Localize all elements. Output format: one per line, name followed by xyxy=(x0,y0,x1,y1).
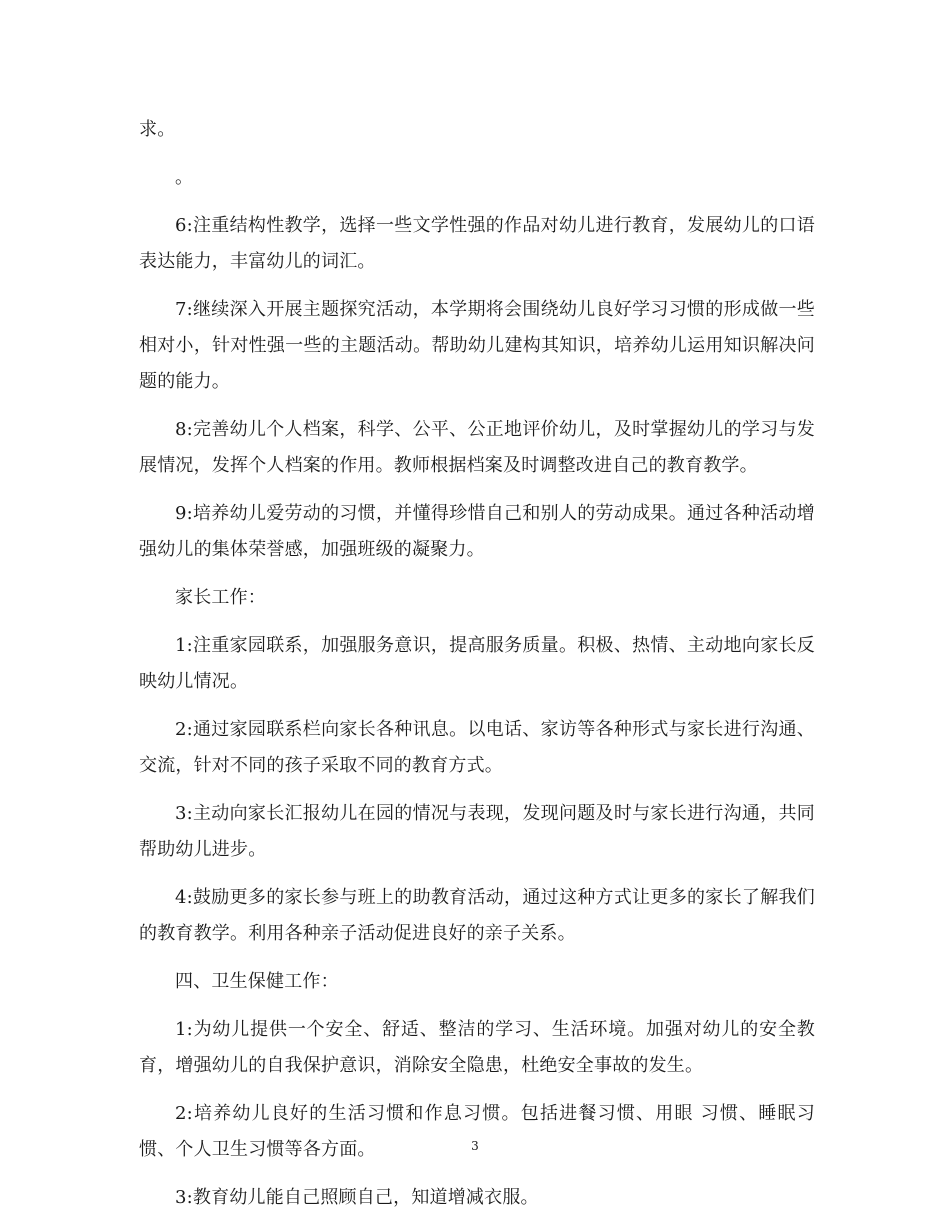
paragraph: 9:培养幼儿爱劳动的习惯，并懂得珍惜自己和别人的劳动成果。通过各种活动增强幼儿的集体荣誉感，加强班级的凝聚力。 xyxy=(139,503,815,560)
section-heading-parent-work: 家长工作： xyxy=(175,587,266,608)
paragraph: 7:继续深入开展主题探究活动，本学期将会围绕幼儿良好学习习惯的形成做一些相对小，针对性强一些的主题活动。帮助幼儿建构其知识，培养幼儿运用知识解决问题的能力。 xyxy=(139,299,815,392)
page-number: 3 xyxy=(471,1139,479,1153)
paragraph: 3:主动向家长汇报幼儿在园的情况与表现，发现问题及时与家长进行沟通，共同帮助幼儿进步。 xyxy=(139,803,815,860)
paragraph: 2:培养幼儿良好的生活习惯和作息习惯。包括进餐习惯、用眼 习惯、睡眠习惯、个人卫生习惯等各方面。 xyxy=(139,1103,815,1160)
paragraph: 3:教育幼儿能自己照顾自己，知道增减衣服。 xyxy=(175,1187,539,1208)
paragraph: 1:注重家园联系，加强服务意识，提高服务质量。积极、热情、主动地向家长反映幼儿情况。 xyxy=(139,635,815,692)
paragraph: 8:完善幼儿个人档案，科学、公平、公正地评价幼儿，及时掌握幼儿的学习与发展情况，发挥个人档案的作用。教师根据档案及时调整改进自己的教育教学。 xyxy=(139,419,815,476)
section-heading-health-care: 四、卫生保健工作： xyxy=(175,971,339,992)
paragraph: 求。 xyxy=(139,119,176,140)
paragraph: 1:为幼儿提供一个安全、舒适、整洁的学习、生活环境。加强对幼儿的安全教育，增强幼儿的自我保护意识，消除安全隐患，杜绝安全事故的发生。 xyxy=(139,1019,815,1076)
paragraph: 4:鼓励更多的家长参与班上的助教育活动，通过这种方式让更多的家长了解我们的教育教学。利用各种亲子活动促进良好的亲子关系。 xyxy=(139,887,815,944)
document-body xyxy=(139,112,815,1228)
paragraph: 。 xyxy=(175,167,194,188)
paragraph: 2:通过家园联系栏向家长各种讯息。以电话、家访等各种形式与家长进行沟通、交流，针对不同的孩子采取不同的教育方式。 xyxy=(139,719,815,776)
paragraph: 6:注重结构性教学，选择一些文学性强的作品对幼儿进行教育，发展幼儿的口语表达能力，丰富幼儿的词汇。 xyxy=(139,215,815,272)
